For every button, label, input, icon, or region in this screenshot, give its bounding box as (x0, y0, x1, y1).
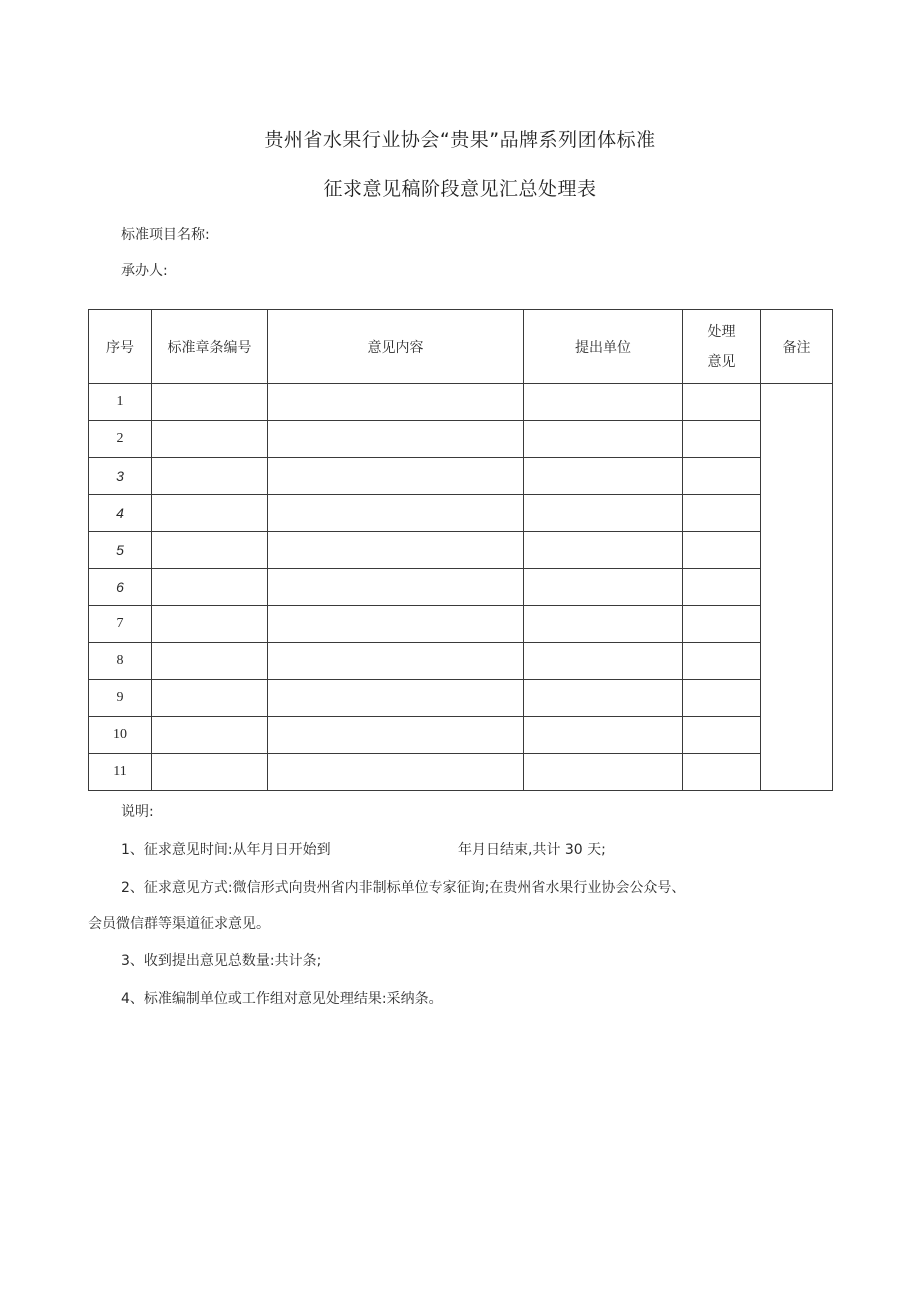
clause-cell[interactable] (152, 495, 268, 532)
unit-cell[interactable] (524, 606, 683, 643)
handling-cell[interactable] (683, 384, 761, 421)
comment-summary-table (88, 309, 833, 791)
note-item-1-start: 1、征求意见时间:从年月日开始到 (121, 842, 331, 858)
table-row (89, 717, 833, 754)
table-row (89, 495, 833, 532)
clause-cell[interactable] (152, 569, 268, 606)
unit-cell[interactable] (524, 643, 683, 680)
header-handling-line1: 处理 (707, 323, 736, 340)
table-row (89, 458, 833, 495)
content-cell[interactable] (268, 532, 524, 569)
content-cell[interactable] (268, 754, 524, 791)
project-name-label: 标准项目名称: (121, 227, 210, 243)
content-cell[interactable] (268, 569, 524, 606)
header-handling-opinion (683, 310, 761, 384)
header-seq: 序号 (89, 310, 152, 384)
clause-cell[interactable] (152, 384, 268, 421)
content-cell[interactable] (268, 606, 524, 643)
row-number: 2 (89, 421, 152, 458)
table-row (89, 421, 833, 458)
handling-cell[interactable] (683, 569, 761, 606)
handling-cell[interactable] (683, 532, 761, 569)
note-item-2: 2、征求意见方式:微信形式向贵州省内非制标单位专家征询;在贵州省水果行业协会公众号、 (121, 880, 686, 896)
row-number: 10 (89, 717, 152, 754)
unit-cell[interactable] (524, 754, 683, 791)
unit-cell[interactable] (524, 569, 683, 606)
content-cell[interactable] (268, 680, 524, 717)
table-row (89, 754, 833, 791)
unit-cell[interactable] (524, 717, 683, 754)
unit-cell[interactable] (524, 458, 683, 495)
row-number: 8 (89, 643, 152, 680)
handling-cell[interactable] (683, 754, 761, 791)
row-number: 3 (89, 458, 152, 495)
clause-cell[interactable] (152, 717, 268, 754)
notes-title: 说明: (121, 804, 154, 820)
content-cell[interactable] (268, 458, 524, 495)
row-number: 7 (89, 606, 152, 643)
unit-cell[interactable] (524, 384, 683, 421)
header-clause-number: 标准章条编号 (152, 310, 268, 384)
header-handling-line2: 意见 (707, 353, 736, 370)
table-header-row (89, 310, 833, 384)
table-row (89, 606, 833, 643)
note-item-2-continued: 会员微信群等渠道征求意见。 (88, 916, 270, 932)
document-subtitle: 征求意见稿阶段意见汇总处理表 (323, 178, 597, 200)
table-row (89, 532, 833, 569)
content-cell[interactable] (268, 495, 524, 532)
header-comment-content: 意见内容 (268, 310, 524, 384)
table-row (89, 643, 833, 680)
table-row (89, 569, 833, 606)
note-item-3: 3、收到提出意见总数量:共计条; (121, 953, 322, 969)
handling-cell[interactable] (683, 717, 761, 754)
unit-cell[interactable] (524, 495, 683, 532)
note-item-4: 4、标准编制单位或工作组对意见处理结果:采纳条。 (121, 991, 443, 1007)
unit-cell[interactable] (524, 532, 683, 569)
row-number: 11 (89, 754, 152, 791)
content-cell[interactable] (268, 717, 524, 754)
note-item-1-end: 年月日结束,共计 30 天; (458, 842, 606, 858)
clause-cell[interactable] (152, 680, 268, 717)
handling-cell[interactable] (683, 495, 761, 532)
row-number: 4 (89, 495, 152, 532)
handling-cell[interactable] (683, 421, 761, 458)
clause-cell[interactable] (152, 421, 268, 458)
content-cell[interactable] (268, 384, 524, 421)
row-number: 9 (89, 680, 152, 717)
handling-cell[interactable] (683, 680, 761, 717)
unit-cell[interactable] (524, 421, 683, 458)
clause-cell[interactable] (152, 532, 268, 569)
content-cell[interactable] (268, 643, 524, 680)
handling-cell[interactable] (683, 458, 761, 495)
clause-cell[interactable] (152, 606, 268, 643)
handling-cell[interactable] (683, 643, 761, 680)
clause-cell[interactable] (152, 458, 268, 495)
row-number: 6 (89, 569, 152, 606)
remark-cell[interactable] (761, 384, 833, 791)
document-title: 贵州省水果行业协会“贵果”品牌系列团体标准 (264, 129, 656, 151)
handling-cell[interactable] (683, 606, 761, 643)
unit-cell[interactable] (524, 680, 683, 717)
content-cell[interactable] (268, 421, 524, 458)
clause-cell[interactable] (152, 754, 268, 791)
handler-label: 承办人: (121, 263, 168, 279)
table-row (89, 680, 833, 717)
table-row (89, 384, 833, 421)
clause-cell[interactable] (152, 643, 268, 680)
row-number: 1 (89, 384, 152, 421)
row-number: 5 (89, 532, 152, 569)
header-proposing-unit: 提出单位 (524, 310, 683, 384)
header-remark: 备注 (761, 310, 833, 384)
